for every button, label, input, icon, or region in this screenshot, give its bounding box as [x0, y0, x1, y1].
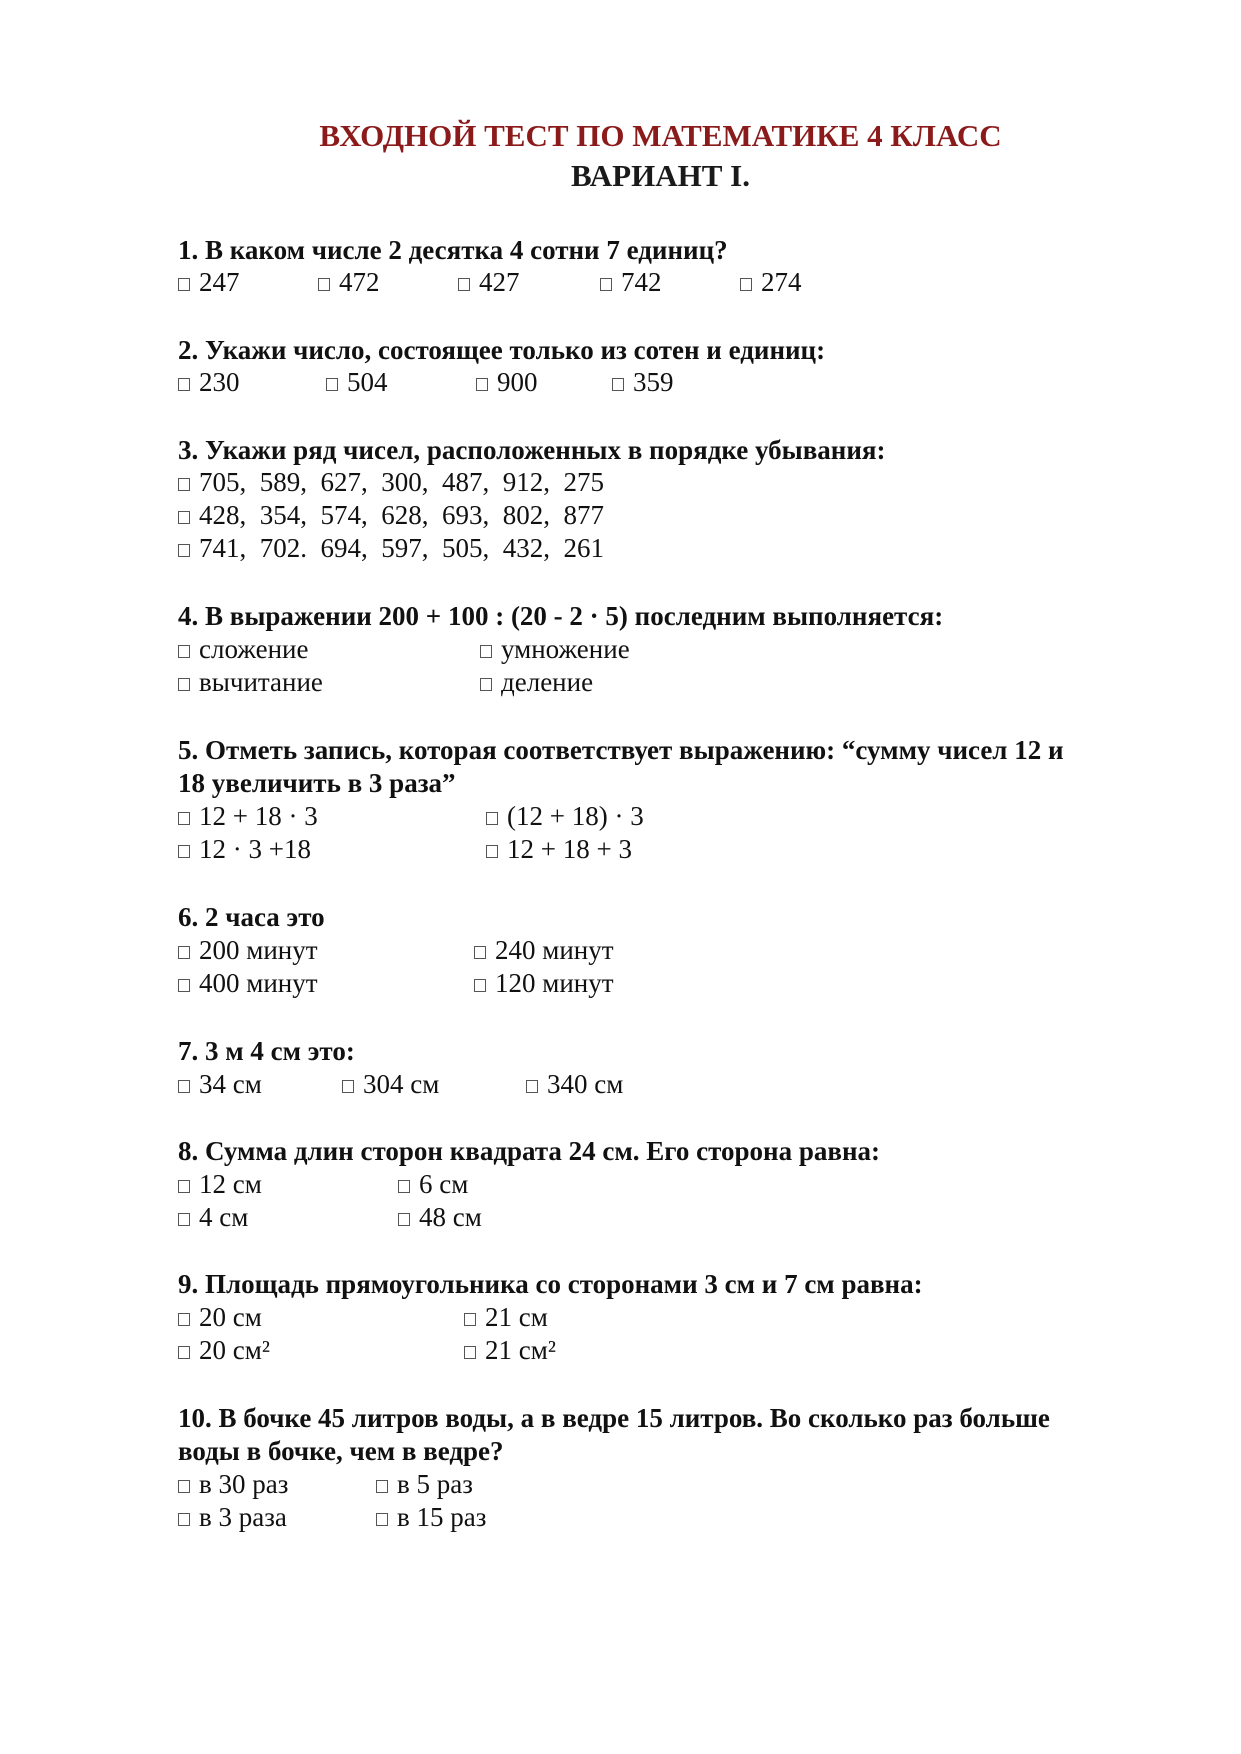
q4-option-1[interactable]: сложение: [178, 633, 308, 666]
q7-option-3[interactable]: 340 см: [526, 1068, 623, 1101]
question-1: 1. В каком числе 2 десятка 4 сотни 7 единиц?: [178, 235, 728, 265]
checkbox-icon[interactable]: [458, 278, 470, 291]
question-4: 4. В выражении 200 + 100 : (20 - 2 · 5) последним выполняется:: [178, 601, 944, 631]
checkbox-icon[interactable]: [178, 378, 190, 391]
q6-option-2[interactable]: 240 минут: [474, 934, 614, 967]
test-title: ВХОДНОЙ ТЕСТ ПО МАТЕМАТИКЕ 4 КЛАСС: [319, 118, 1002, 153]
checkbox-icon[interactable]: [526, 1080, 538, 1093]
question-3: 3. Укажи ряд чисел, расположенных в порядке убывания:: [178, 435, 886, 465]
checkbox-icon[interactable]: [326, 378, 338, 391]
q1-option-5[interactable]: 274: [740, 266, 802, 299]
checkbox-icon[interactable]: [600, 278, 612, 291]
checkbox-icon[interactable]: [178, 1213, 190, 1226]
q6-option-3[interactable]: 400 минут: [178, 967, 318, 1000]
checkbox-icon[interactable]: [178, 278, 190, 291]
q5-option-3[interactable]: 12 · 3 +18: [178, 833, 311, 866]
q8-option-3[interactable]: 4 см: [178, 1201, 248, 1234]
checkbox-icon[interactable]: [178, 478, 190, 491]
q4-option-2[interactable]: умножение: [480, 633, 630, 666]
checkbox-icon[interactable]: [178, 645, 190, 658]
q3-option-1[interactable]: 705, 589, 627, 300, 487, 912, 275: [178, 466, 604, 499]
q3-option-2[interactable]: 428, 354, 574, 628, 693, 802, 877: [178, 499, 604, 532]
q5-option-1[interactable]: 12 + 18 · 3: [178, 800, 318, 833]
question-7: 7. 3 м 4 см это:: [178, 1036, 355, 1066]
q3-option-3[interactable]: 741, 702. 694, 597, 505, 432, 261: [178, 532, 604, 565]
q10-option-3[interactable]: в 3 раза: [178, 1501, 287, 1534]
q2-option-2[interactable]: 504: [326, 366, 388, 399]
q6-option-1[interactable]: 200 минут: [178, 934, 318, 967]
q1-option-4[interactable]: 742: [600, 266, 662, 299]
checkbox-icon[interactable]: [376, 1513, 388, 1526]
checkbox-icon[interactable]: [178, 544, 190, 557]
checkbox-icon[interactable]: [178, 979, 190, 992]
q8-option-1[interactable]: 12 см: [178, 1168, 262, 1201]
q7-option-1[interactable]: 34 см: [178, 1068, 262, 1101]
checkbox-icon[interactable]: [178, 678, 190, 691]
q8-option-4[interactable]: 48 см: [398, 1201, 482, 1234]
checkbox-icon[interactable]: [612, 378, 624, 391]
q2-option-4[interactable]: 359: [612, 366, 674, 399]
q1-option-1[interactable]: 247: [178, 266, 240, 299]
variant-title: ВАРИАНТ I.: [571, 158, 750, 193]
checkbox-icon[interactable]: [178, 1313, 190, 1326]
checkbox-icon[interactable]: [178, 812, 190, 825]
q10-option-1[interactable]: в 30 раз: [178, 1468, 288, 1501]
q9-option-1[interactable]: 20 см: [178, 1301, 262, 1334]
checkbox-icon[interactable]: [486, 812, 498, 825]
checkbox-icon[interactable]: [480, 645, 492, 658]
question-6: 6. 2 часа это: [178, 902, 325, 932]
checkbox-icon[interactable]: [464, 1313, 476, 1326]
checkbox-icon[interactable]: [178, 946, 190, 959]
q4-option-3[interactable]: вычитание: [178, 666, 323, 699]
q5-option-2[interactable]: (12 + 18) · 3: [486, 800, 644, 833]
q9-option-3[interactable]: 20 см²: [178, 1334, 270, 1367]
checkbox-icon[interactable]: [178, 1180, 190, 1193]
checkbox-icon[interactable]: [318, 278, 330, 291]
q1-option-3[interactable]: 427: [458, 266, 520, 299]
checkbox-icon[interactable]: [178, 511, 190, 524]
q8-option-2[interactable]: 6 см: [398, 1168, 468, 1201]
question-10-continued: воды в бочке, чем в ведре?: [178, 1436, 504, 1466]
q9-option-4[interactable]: 21 см²: [464, 1334, 556, 1367]
checkbox-icon[interactable]: [342, 1080, 354, 1093]
q2-option-3[interactable]: 900: [476, 366, 538, 399]
q6-option-4[interactable]: 120 минут: [474, 967, 614, 1000]
checkbox-icon[interactable]: [486, 845, 498, 858]
checkbox-icon[interactable]: [464, 1346, 476, 1359]
q10-option-4[interactable]: в 15 раз: [376, 1501, 486, 1534]
q5-option-4[interactable]: 12 + 18 + 3: [486, 833, 632, 866]
question-9: 9. Площадь прямоугольника со сторонами 3 см и 7 см равна:: [178, 1269, 923, 1299]
question-8: 8. Сумма длин сторон квадрата 24 см. Его сторона равна:: [178, 1136, 880, 1166]
q10-option-2[interactable]: в 5 раз: [376, 1468, 473, 1501]
checkbox-icon[interactable]: [376, 1480, 388, 1493]
question-2: 2. Укажи число, состоящее только из сотен и единиц:: [178, 335, 826, 365]
checkbox-icon[interactable]: [178, 845, 190, 858]
q4-option-4[interactable]: деление: [480, 666, 593, 699]
question-5: 5. Отметь запись, которая соответствует выражению: “сумму чисел 12 и: [178, 735, 1064, 765]
checkbox-icon[interactable]: [178, 1513, 190, 1526]
checkbox-icon[interactable]: [476, 378, 488, 391]
checkbox-icon[interactable]: [480, 678, 492, 691]
checkbox-icon[interactable]: [398, 1180, 410, 1193]
question-10: 10. В бочке 45 литров воды, а в ведре 15 литров. Во сколько раз больше: [178, 1403, 1050, 1433]
checkbox-icon[interactable]: [474, 946, 486, 959]
q2-option-1[interactable]: 230: [178, 366, 240, 399]
checkbox-icon[interactable]: [178, 1080, 190, 1093]
checkbox-icon[interactable]: [178, 1346, 190, 1359]
checkbox-icon[interactable]: [474, 979, 486, 992]
checkbox-icon[interactable]: [740, 278, 752, 291]
checkbox-icon[interactable]: [398, 1213, 410, 1226]
q7-option-2[interactable]: 304 см: [342, 1068, 439, 1101]
question-5-continued: 18 увеличить в 3 раза”: [178, 768, 456, 798]
q9-option-2[interactable]: 21 см: [464, 1301, 548, 1334]
q1-option-2[interactable]: 472: [318, 266, 380, 299]
checkbox-icon[interactable]: [178, 1480, 190, 1493]
